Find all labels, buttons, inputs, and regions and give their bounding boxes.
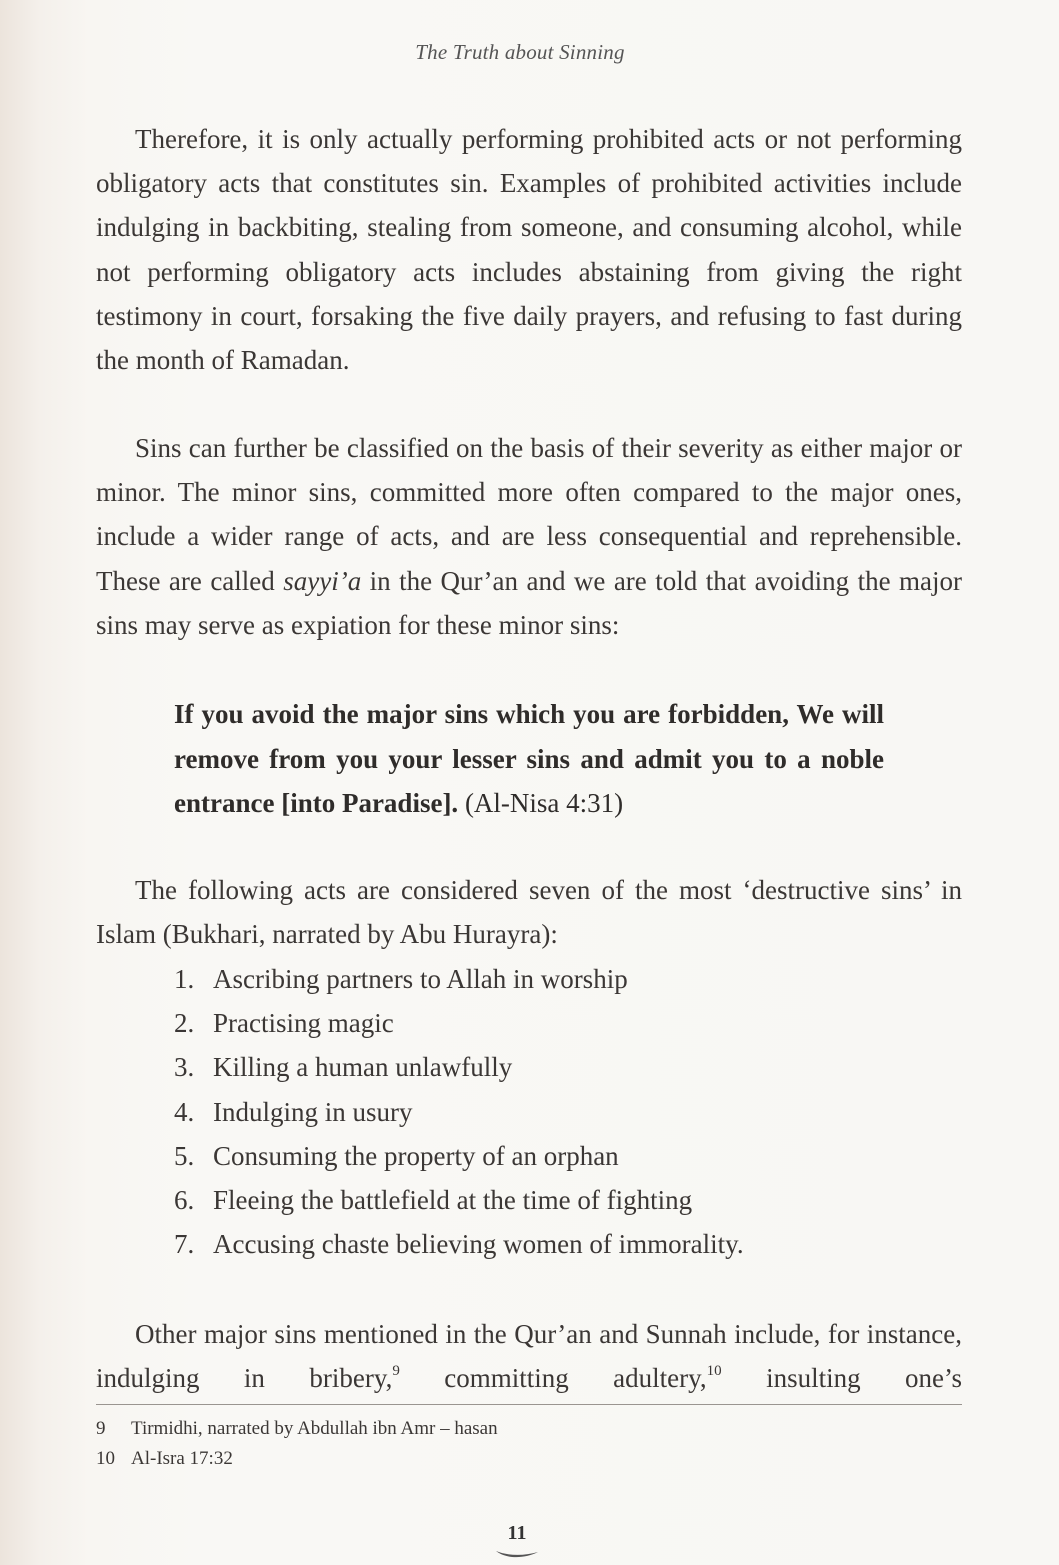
- list-text: Practising magic: [213, 1008, 394, 1039]
- footnote-ref[interactable]: 9: [392, 1363, 400, 1380]
- paragraph-other-major-sins: [96, 1312, 962, 1400]
- list-item: [174, 957, 744, 1001]
- text-span: Other major sins mentioned in the Qur’an and Sunnah include, for instance, indulging in bribery,: [96, 1319, 962, 1394]
- list-text: Consuming the property of an orphan: [213, 1140, 619, 1171]
- list-number: 3.: [174, 1052, 195, 1083]
- footnote-item: [96, 1414, 498, 1444]
- text-span: insulting one’s: [721, 1363, 962, 1394]
- list-number: 6.: [174, 1185, 195, 1216]
- list-item: [174, 1134, 744, 1178]
- list-text: Fleeing the battlefield at the time of fighting: [213, 1185, 693, 1216]
- list-text: Killing a human unlawfully: [213, 1052, 513, 1083]
- list-number: 1.: [174, 964, 195, 994]
- running-header: The Truth about Sinning: [415, 40, 625, 64]
- quote-reference: (Al-Nisa 4:31): [458, 788, 624, 818]
- list-item: [174, 1045, 744, 1089]
- list-number: 2.: [174, 1008, 195, 1039]
- list-text: Indulging in usury: [213, 1096, 413, 1127]
- footnote-text: Al-Isra 17:32: [131, 1448, 233, 1469]
- footnote-divider: [96, 1404, 962, 1405]
- list-number: 7.: [174, 1229, 195, 1260]
- list-item: [174, 1222, 744, 1266]
- paragraph-text: Therefore, it is only actually performing prohibited acts or not performing obligatory acts that constitutes sin. Examples of prohibited activities include indulging in backbiting, stealing from someone, and consuming alcohol, while not performing obligatory acts includes abstaining from giving the right testimony in court, forsaking the five daily prayers, and refusing to fast during the month of Ramadan.: [96, 124, 962, 376]
- footnote-number: 10: [96, 1448, 115, 1469]
- list-item: [174, 1001, 744, 1045]
- text-span: Sins can further be classified on the basis of their severity as either major or minor. The minor sins, committed more often compared to the major ones, include a wider range of acts, and are less consequential and reprehensible. These are called: [96, 433, 962, 596]
- footnote-number: 9: [96, 1418, 106, 1439]
- paragraph-text: [96, 426, 962, 647]
- paragraph-major-minor-sins: [96, 426, 962, 647]
- list-number: 4.: [174, 1096, 195, 1127]
- footnotes: [96, 1414, 498, 1474]
- quran-quote: [174, 692, 884, 826]
- text-span: committing adultery,: [399, 1363, 707, 1394]
- text-span: in the Qur’an and we are told that avoiding the major sins may serve as expiation for these minor sins:: [96, 565, 962, 640]
- destructive-sins-list: [174, 957, 744, 1266]
- swash-ornament-icon: [494, 1548, 540, 1560]
- list-item: [174, 1178, 744, 1222]
- list-text: Ascribing partners to Allah in worship: [213, 964, 628, 994]
- footnote-ref[interactable]: 10: [706, 1363, 722, 1380]
- paragraph-destructive-sins: [96, 868, 962, 956]
- footnote-text: Tirmidhi, narrated by Abdullah ibn Amr – hasan: [131, 1418, 498, 1439]
- list-item: [174, 1090, 744, 1134]
- page-number: 11: [507, 1522, 527, 1544]
- paragraph-prohibited-acts: [96, 117, 962, 382]
- quote-text: If you avoid the major sins which you are forbidden, We will remove from you your lesser sins and admit you to a noble entrance [into Paradise].: [174, 699, 884, 818]
- footnote-item: [96, 1444, 498, 1474]
- list-number: 5.: [174, 1140, 195, 1171]
- paragraph-text: [96, 1312, 962, 1400]
- paragraph-text: The following acts are considered seven of the most ‘destructive sins’ in Islam (Bukhari, narrated by Abu Hurayra):: [96, 875, 962, 950]
- italic-term: sayyi’a: [283, 565, 362, 596]
- list-text: Accusing chaste believing women of immorality.: [213, 1229, 744, 1260]
